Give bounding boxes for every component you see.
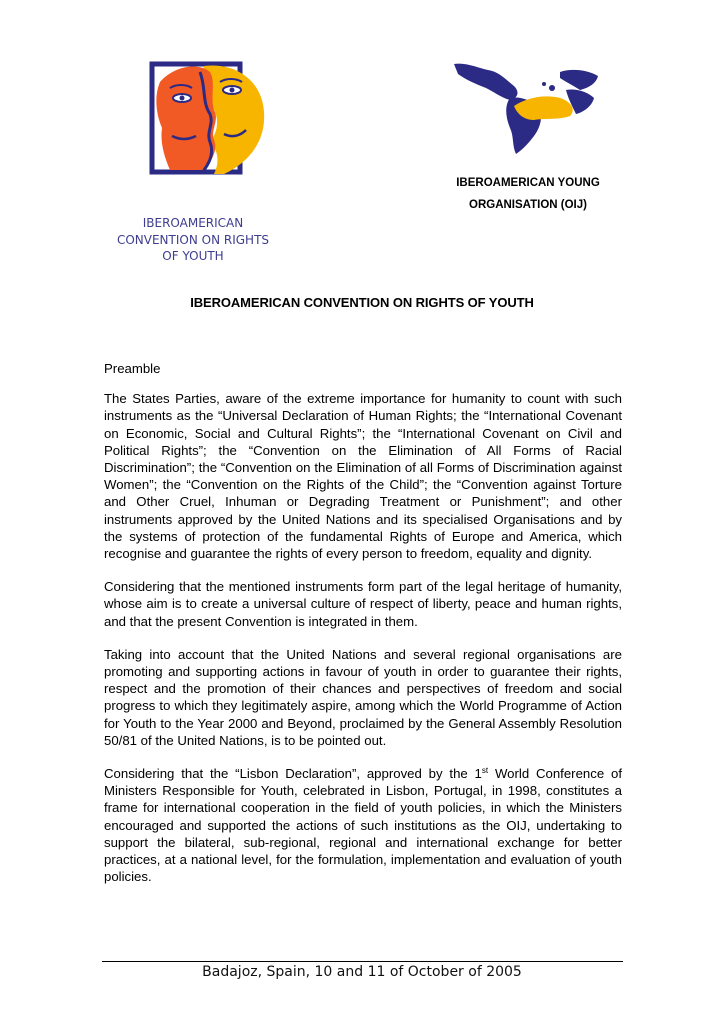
body-paragraph-lisbon bbox=[104, 765, 622, 885]
footer-location-date: Badajoz, Spain, 10 and 11 of October of 2005 bbox=[202, 964, 522, 980]
convention-logo bbox=[140, 58, 268, 178]
document-body bbox=[104, 360, 622, 901]
convention-caption bbox=[100, 215, 286, 265]
body-paragraph: Considering that the mentioned instruments form part of the legal heritage of humanity, whose aim is to create a universal culture of respect of liberty, peace and human rights, and that the present Convention is integrated in them. bbox=[104, 579, 622, 629]
lisbon-text-start: Considering that the “Lisbon Declaration”, approved by the 1 bbox=[104, 766, 482, 782]
face-profile-logo-icon bbox=[140, 58, 268, 178]
oij-caption bbox=[430, 172, 626, 216]
lisbon-text-end: World Conference of Ministers Responsible for Youth, celebrated in Lisbon, Portugal, in 1998, constitutes a frame for international cooperation in the field of youth policies, in which the Ministers encouraged and supported the actions of such institutions as the OIJ, undertaking to support the bilateral, sub-regional, regional and international exchange for better practices, at a national level, for the formulation, implementation and evaluation of youth policies. bbox=[104, 766, 622, 885]
oij-logo bbox=[448, 58, 604, 158]
ordinal-suffix: st bbox=[481, 766, 489, 776]
convention-caption-line: OF YOUTH bbox=[162, 249, 224, 263]
convention-caption-line: IBEROAMERICAN bbox=[142, 216, 244, 230]
footer-divider bbox=[102, 961, 623, 962]
body-paragraph: Taking into account that the United Nations and several regional organisations are promoting and supporting actions in favour of youth in order to guarantee their rights, respect and the promotion of their chances and perspectives of freedom and social progress to which they legitimately aspire, among which the World Programme of Action for Youth to the Year 2000 and Beyond, proclaimed by the General Assembly Resolution 50/81 of the United Nations, is to be pointed out. bbox=[104, 646, 622, 748]
oij-caption-line: IBEROAMERICAN YOUNG bbox=[456, 177, 600, 189]
document-title: IBEROAMERICAN CONVENTION ON RIGHTS OF YOUTH bbox=[190, 295, 534, 310]
oij-caption-line: ORGANISATION (OIJ) bbox=[469, 199, 587, 211]
preamble-heading: Preamble bbox=[104, 361, 161, 376]
iberoamerica-map-logo-icon bbox=[448, 58, 604, 158]
body-paragraph: The States Parties, aware of the extreme importance for humanity to count with such instruments as the “Universal Declaration of Human Rights; the “International Covenant on Economic, Social and Cultural Rights”; the “International Covenant on Civil and Political Rights”; the “Convention on the Elimination of All Forms of Racial Discrimination”; the “Convention on the Elimination of all Forms of Discrimination against Women”; the “Convention on the Rights of the Child”; the “Convention against Torture and Other Cruel, Inhuman or Degrading Treatment or Punishment”; and other instruments approved by the United Nations and its specialised Organisations and by the systems of protection of the fundamental Rights of Europe and America, which recognise and guarantee the rights of every person to freedom, equality and dignity. bbox=[104, 391, 622, 562]
convention-caption-line: CONVENTION ON RIGHTS bbox=[116, 232, 270, 247]
